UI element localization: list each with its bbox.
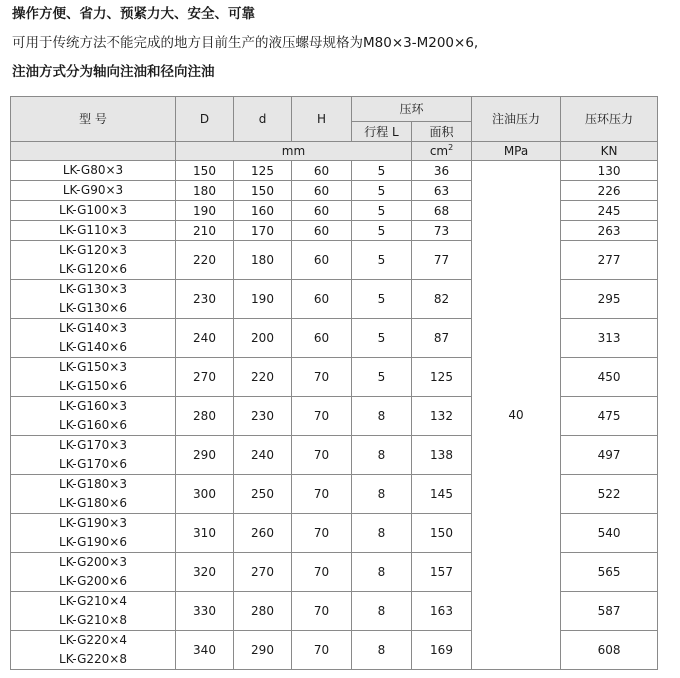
cell-D: 280 [176, 397, 234, 436]
cell-ring-pressure: 587 [561, 592, 658, 631]
cell-d: 260 [234, 514, 292, 553]
cell-ring-pressure: 450 [561, 358, 658, 397]
table-row [11, 514, 658, 553]
cell-D: 320 [176, 553, 234, 592]
cell-stroke: 5 [352, 358, 412, 397]
cell-H: 70 [292, 436, 352, 475]
cell-D: 340 [176, 631, 234, 670]
cell-area: 36 [412, 161, 472, 181]
intro-line-2: 可用于传统方法不能完成的地方目前生产的液压螺母规格为M80×3-M200×6, [12, 35, 479, 51]
cell-stroke: 8 [352, 631, 412, 670]
model-name: LK-G200×3 [59, 555, 127, 569]
cell-ring-pressure: 497 [561, 436, 658, 475]
unit-kn: KN [561, 142, 658, 161]
cell-area: 68 [412, 201, 472, 221]
cell-H: 60 [292, 161, 352, 181]
cell-D: 150 [176, 161, 234, 181]
cell-area: 73 [412, 221, 472, 241]
cell-H: 70 [292, 553, 352, 592]
model-cell [11, 358, 176, 397]
cell-d: 170 [234, 221, 292, 241]
cell-H: 70 [292, 592, 352, 631]
model-name: LK-G170×6 [59, 457, 127, 471]
model-cell [11, 592, 176, 631]
model-name: LK-G180×3 [59, 477, 127, 491]
unit-mm: mm [176, 142, 412, 161]
table-row [11, 553, 658, 592]
model-cell [11, 436, 176, 475]
cell-D: 180 [176, 181, 234, 201]
cell-ring-pressure: 565 [561, 553, 658, 592]
header-D: D [176, 97, 234, 142]
model-name: LK-G130×6 [59, 301, 127, 315]
intro-line-3: 注油方式分为轴向注油和径向注油 [12, 64, 215, 80]
model-name: LK-G210×8 [59, 613, 127, 627]
cell-d: 125 [234, 161, 292, 181]
cell-d: 150 [234, 181, 292, 201]
cell-stroke: 5 [352, 161, 412, 181]
cell-area: 82 [412, 280, 472, 319]
cell-D: 290 [176, 436, 234, 475]
model-cell [11, 201, 176, 221]
model-name: LK-G120×3 [59, 243, 127, 257]
cell-H: 60 [292, 181, 352, 201]
cell-area: 169 [412, 631, 472, 670]
model-name: LK-G170×3 [59, 438, 127, 452]
cell-ring-pressure: 277 [561, 241, 658, 280]
model-name: LK-G210×4 [59, 594, 127, 608]
header-oil-pressure: 注油压力 [472, 97, 561, 142]
cell-d: 270 [234, 553, 292, 592]
cell-H: 70 [292, 358, 352, 397]
header-H: H [292, 97, 352, 142]
table-row [11, 221, 658, 241]
cell-stroke: 5 [352, 280, 412, 319]
cell-D: 330 [176, 592, 234, 631]
cell-ring-pressure: 313 [561, 319, 658, 358]
header-area: 面积 [412, 122, 472, 142]
model-cell [11, 397, 176, 436]
model-name: LK-G150×6 [59, 379, 127, 393]
cell-oil-pressure: 40 [472, 161, 561, 670]
model-name: LK-G190×6 [59, 535, 127, 549]
model-name: LK-G120×6 [59, 262, 127, 276]
model-cell [11, 280, 176, 319]
cell-area: 138 [412, 436, 472, 475]
unit-blank [11, 142, 176, 161]
cell-H: 70 [292, 475, 352, 514]
header-ring-pressure: 压环压力 [561, 97, 658, 142]
model-name: LK-G160×6 [59, 418, 127, 432]
unit-mpa: MPa [472, 142, 561, 161]
cell-ring-pressure: 540 [561, 514, 658, 553]
cell-area: 150 [412, 514, 472, 553]
cell-stroke: 5 [352, 221, 412, 241]
table-row [11, 319, 658, 358]
cell-D: 240 [176, 319, 234, 358]
model-name: LK-G140×6 [59, 340, 127, 354]
model-cell [11, 514, 176, 553]
table-row [11, 201, 658, 221]
cell-d: 280 [234, 592, 292, 631]
model-cell [11, 475, 176, 514]
cell-H: 60 [292, 201, 352, 221]
cell-d: 290 [234, 631, 292, 670]
cell-H: 60 [292, 221, 352, 241]
model-cell [11, 319, 176, 358]
model-cell [11, 161, 176, 181]
model-name: LK-G90×3 [62, 183, 124, 197]
intro-line-1: 操作方便、省力、预紧力大、安全、可靠 [12, 6, 255, 22]
cell-area: 77 [412, 241, 472, 280]
table-row [11, 241, 658, 280]
cell-ring-pressure: 475 [561, 397, 658, 436]
cell-H: 70 [292, 514, 352, 553]
cell-d: 220 [234, 358, 292, 397]
cell-D: 270 [176, 358, 234, 397]
cell-D: 310 [176, 514, 234, 553]
cell-stroke: 8 [352, 553, 412, 592]
cell-d: 250 [234, 475, 292, 514]
cell-d: 240 [234, 436, 292, 475]
intro-text [12, 0, 672, 87]
cell-ring-pressure: 295 [561, 280, 658, 319]
spec-table [10, 96, 658, 670]
model-name: LK-G140×3 [59, 321, 127, 335]
cell-d: 200 [234, 319, 292, 358]
model-cell [11, 181, 176, 201]
model-cell [11, 631, 176, 670]
model-name: LK-G190×3 [59, 516, 127, 530]
table-row [11, 631, 658, 670]
table-row [11, 181, 658, 201]
cell-D: 190 [176, 201, 234, 221]
cell-stroke: 8 [352, 397, 412, 436]
model-name: LK-G130×3 [59, 282, 127, 296]
cell-d: 160 [234, 201, 292, 221]
model-name: LK-G200×6 [59, 574, 127, 588]
model-name: LK-G220×4 [59, 633, 127, 647]
table-row [11, 280, 658, 319]
cell-area: 63 [412, 181, 472, 201]
cell-stroke: 5 [352, 319, 412, 358]
cell-area: 163 [412, 592, 472, 631]
cell-H: 70 [292, 397, 352, 436]
cell-area: 157 [412, 553, 472, 592]
header-stroke: 行程 L [352, 122, 412, 142]
cell-d: 230 [234, 397, 292, 436]
cell-ring-pressure: 522 [561, 475, 658, 514]
cell-ring-pressure: 608 [561, 631, 658, 670]
model-name: LK-G80×3 [62, 163, 124, 177]
header-model: 型 号 [11, 97, 176, 142]
cell-ring-pressure: 226 [561, 181, 658, 201]
table-row [11, 397, 658, 436]
cell-ring-pressure: 245 [561, 201, 658, 221]
cell-stroke: 5 [352, 201, 412, 221]
model-name: LK-G150×3 [59, 360, 127, 374]
model-name: LK-G110×3 [59, 223, 127, 237]
cell-H: 60 [292, 280, 352, 319]
cell-H: 70 [292, 631, 352, 670]
cell-area: 87 [412, 319, 472, 358]
cell-area: 145 [412, 475, 472, 514]
cell-ring-pressure: 130 [561, 161, 658, 181]
model-cell [11, 553, 176, 592]
model-name: LK-G180×6 [59, 496, 127, 510]
cell-stroke: 8 [352, 514, 412, 553]
model-name: LK-G220×8 [59, 652, 127, 666]
model-cell [11, 221, 176, 241]
model-name: LK-G160×3 [59, 399, 127, 413]
cell-D: 300 [176, 475, 234, 514]
cell-ring-pressure: 263 [561, 221, 658, 241]
cell-H: 60 [292, 319, 352, 358]
header-ring: 压环 [352, 97, 472, 122]
table-row [11, 436, 658, 475]
model-name: LK-G100×3 [59, 203, 127, 217]
cell-stroke: 5 [352, 181, 412, 201]
spec-table-body [11, 161, 658, 670]
unit-area: $cm^2$ [412, 142, 472, 161]
cell-area: 132 [412, 397, 472, 436]
header-d: d [234, 97, 292, 142]
table-row [11, 358, 658, 397]
cell-D: 230 [176, 280, 234, 319]
table-row [11, 592, 658, 631]
table-row [11, 161, 658, 181]
cell-d: 180 [234, 241, 292, 280]
cell-D: 220 [176, 241, 234, 280]
cell-d: 190 [234, 280, 292, 319]
cell-stroke: 8 [352, 475, 412, 514]
cell-stroke: 5 [352, 241, 412, 280]
cell-D: 210 [176, 221, 234, 241]
model-cell [11, 241, 176, 280]
cell-stroke: 8 [352, 592, 412, 631]
table-row [11, 475, 658, 514]
cell-H: 60 [292, 241, 352, 280]
cell-area: 125 [412, 358, 472, 397]
cell-stroke: 8 [352, 436, 412, 475]
